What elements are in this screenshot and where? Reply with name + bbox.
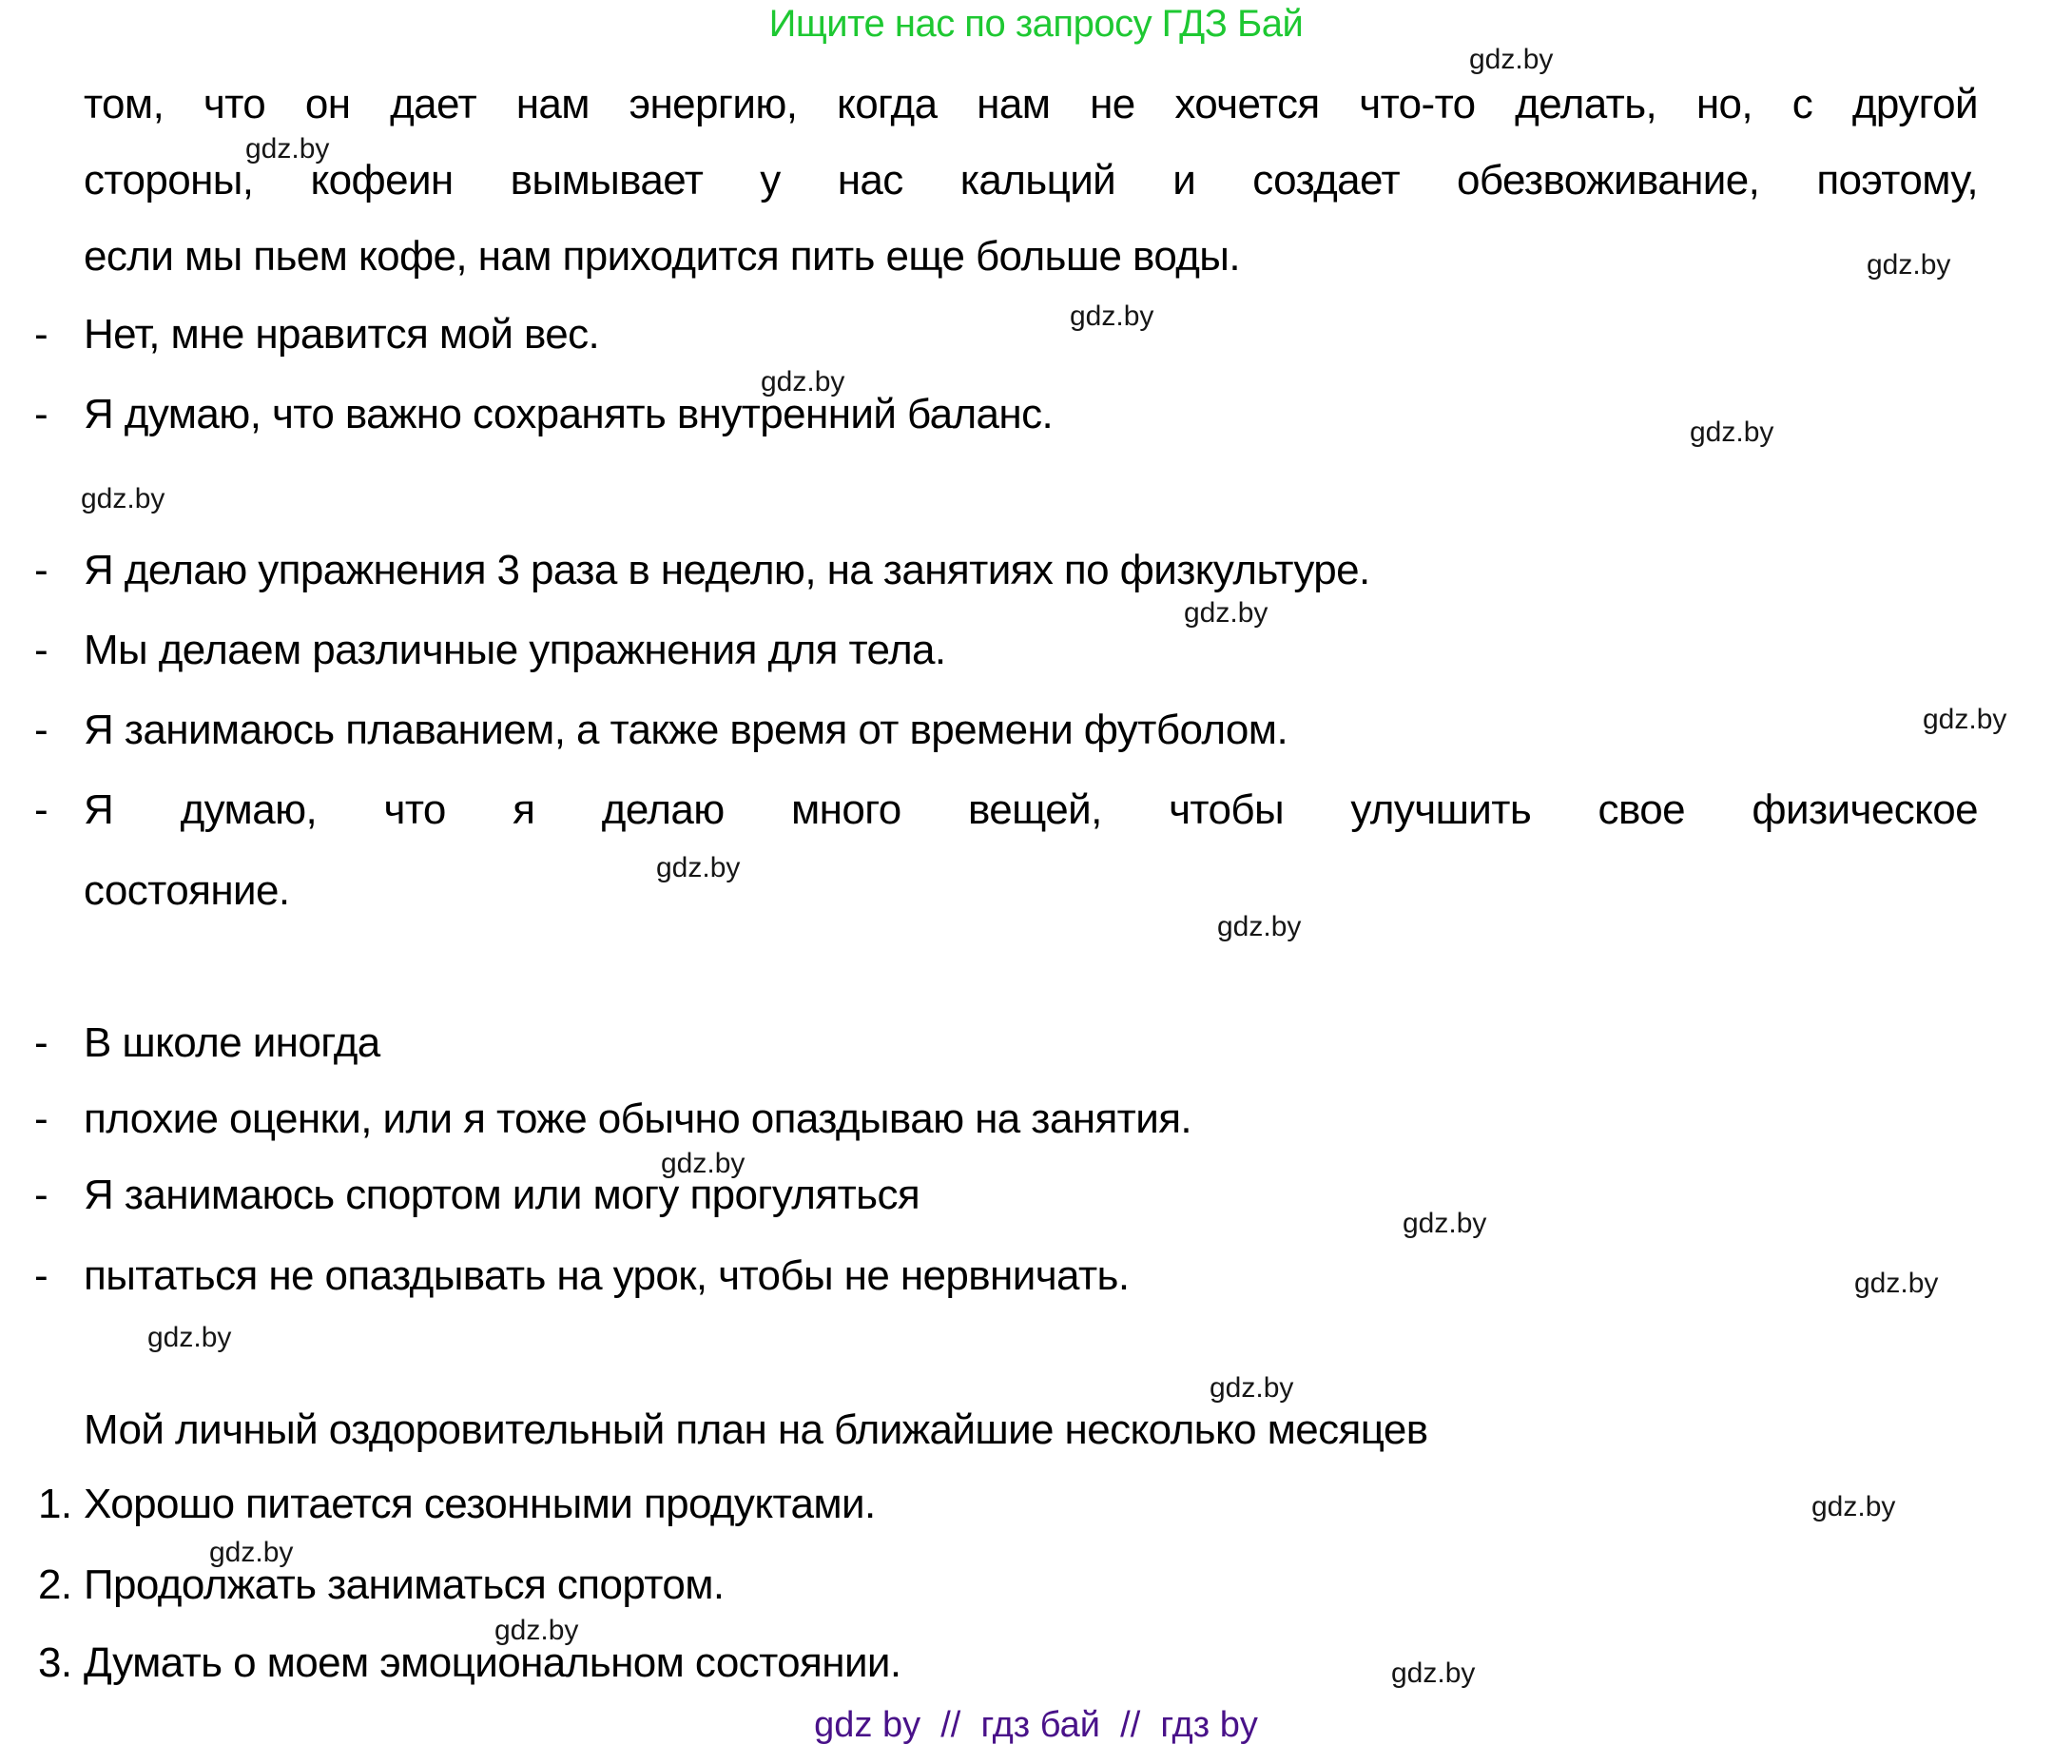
plan-item-text: Думать о моем эмоциональном состоянии.	[84, 1639, 901, 1686]
promo-banner: Ищите нас по запросу ГДЗ Бай	[768, 3, 1304, 45]
watermark: gdz.by	[1867, 249, 1951, 281]
watermark: gdz.by	[494, 1615, 579, 1646]
dash-marker: -	[34, 627, 48, 673]
list-item-text: В школе иногда	[84, 1019, 380, 1066]
dash-marker: -	[34, 1172, 48, 1218]
list-item	[34, 626, 1978, 675]
dash-marker: -	[34, 547, 48, 593]
watermark: gdz.by	[1070, 300, 1154, 332]
watermark: gdz.by	[245, 133, 330, 165]
list-item-text: Я думаю, что важно сохранять внутренний баланс.	[84, 391, 1054, 437]
list-item	[34, 390, 1978, 439]
watermark: gdz.by	[1403, 1208, 1487, 1239]
paragraph-line: том, что он дает нам энергию, когда нам не хочется что-то делать, но, с другой	[84, 81, 1978, 127]
item-number: 3.	[38, 1639, 72, 1686]
list-item-text: пытаться не опаздывать на урок, чтобы не нервничать.	[84, 1252, 1130, 1299]
watermark: gdz.by	[1210, 1372, 1294, 1404]
list-item-text: Я думаю, что я делаю много вещей, чтобы улучшить свое физическое	[84, 786, 1978, 833]
watermark: gdz.by	[1690, 417, 1774, 448]
watermark: gdz.by	[661, 1148, 746, 1179]
list-item	[34, 546, 1978, 595]
dash-marker: -	[34, 391, 48, 437]
watermark: gdz.by	[1811, 1491, 1896, 1522]
list-item-text: плохие оценки, или я тоже обычно опаздываю на занятия.	[84, 1095, 1192, 1142]
plan-item-text: Продолжать заниматься спортом.	[84, 1561, 725, 1608]
dash-marker: -	[34, 786, 48, 833]
watermark: gdz.by	[1854, 1268, 1939, 1299]
list-item-text: Нет, мне нравится мой вес.	[84, 311, 600, 358]
list-item-text: Я занимаюсь спортом или могу прогуляться	[84, 1172, 920, 1218]
watermark: gdz.by	[1217, 911, 1302, 942]
watermark: gdz.by	[147, 1322, 232, 1353]
footer-watermark: gdz by // гдз бай // гдз by	[814, 1705, 1258, 1745]
plan-item-text: Хорошо питается сезонными продуктами.	[84, 1481, 876, 1527]
paragraph-line: стороны, кофеин вымывает у нас кальций и создает обезвоживание, поэтому,	[84, 157, 1978, 204]
list-item	[34, 1018, 1978, 1068]
plan-item	[38, 1480, 1978, 1529]
dash-marker: -	[34, 1252, 48, 1299]
list-item	[34, 1095, 1978, 1144]
item-number: 2.	[38, 1561, 72, 1608]
list-item-text: Я занимаюсь плаванием, а также время от времени футболом.	[84, 707, 1288, 753]
dash-marker: -	[34, 1019, 48, 1066]
dash-marker: -	[34, 1095, 48, 1142]
watermark: gdz.by	[1391, 1657, 1476, 1689]
watermark: gdz.by	[81, 483, 165, 514]
item-number: 1.	[38, 1481, 72, 1527]
watermark: gdz.by	[1184, 597, 1268, 629]
dash-marker: -	[34, 707, 48, 753]
list-item-text: состояние.	[84, 867, 290, 914]
plan-heading: Мой личный оздоровительный план на ближайшие несколько месяцев	[84, 1406, 1428, 1453]
watermark: gdz.by	[761, 366, 845, 397]
list-item	[34, 785, 1978, 835]
plan-item	[38, 1638, 1978, 1688]
watermark: gdz.by	[209, 1537, 294, 1568]
watermark: gdz.by	[1923, 704, 2007, 735]
list-item	[34, 706, 1978, 755]
list-item-text: Мы делаем различные упражнения для тела.	[84, 627, 946, 673]
plan-item	[38, 1560, 1978, 1610]
watermark: gdz.by	[656, 852, 741, 883]
list-item	[34, 310, 1978, 359]
list-item	[34, 1251, 1978, 1301]
list-item-text: Я делаю упражнения 3 раза в неделю, на занятиях по физкультуре.	[84, 547, 1370, 593]
list-item	[34, 1171, 1978, 1220]
paragraph-line: если мы пьем кофе, нам приходится пить еще больше воды.	[84, 233, 1240, 280]
watermark: gdz.by	[1469, 44, 1554, 75]
list-item-continuation	[84, 866, 1978, 916]
dash-marker: -	[34, 311, 48, 358]
